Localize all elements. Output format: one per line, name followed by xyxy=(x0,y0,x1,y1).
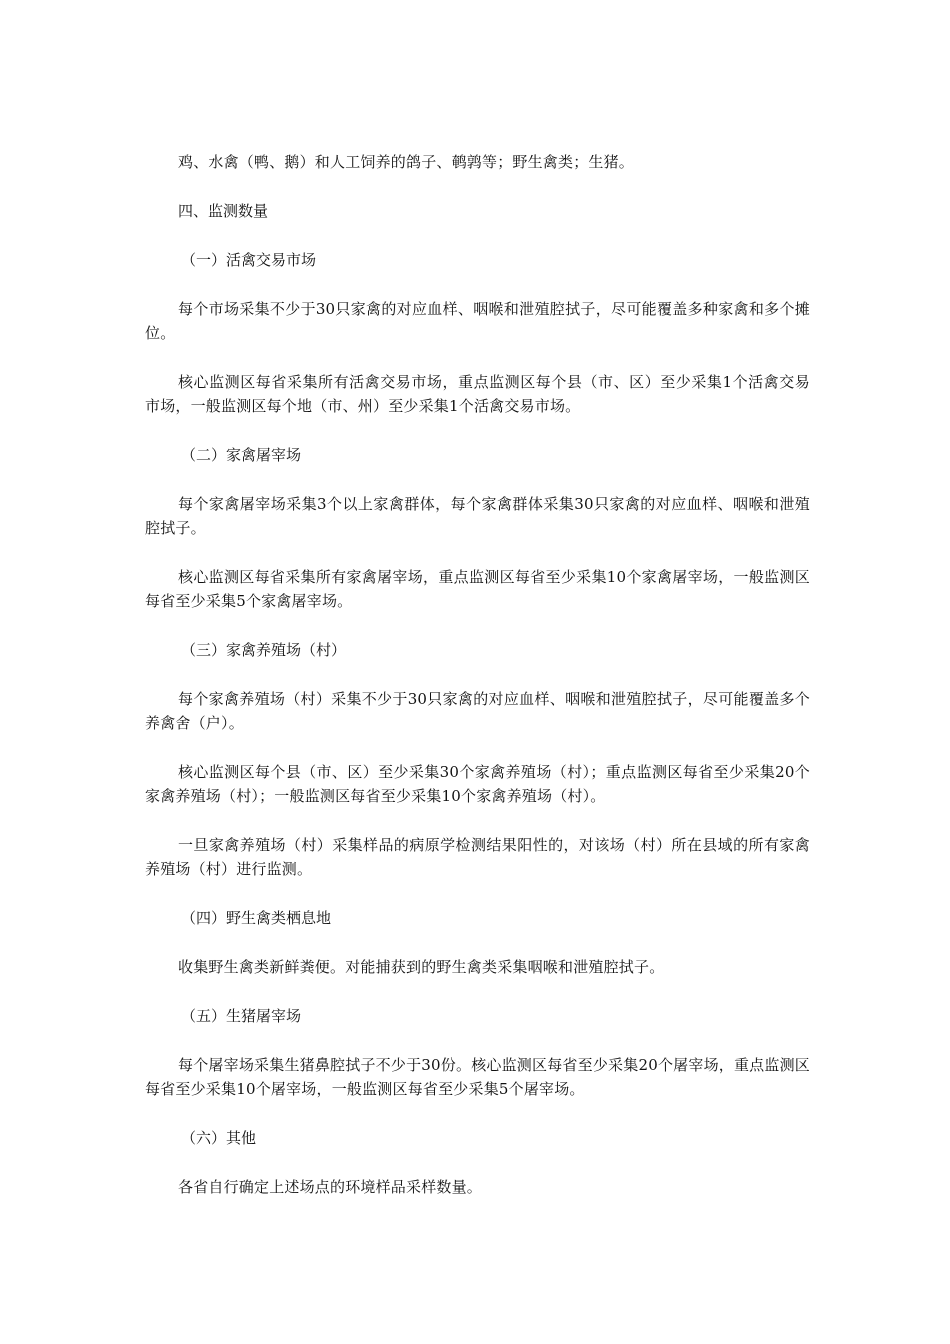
paragraph-pig-sampling: 每个屠宰场采集生猪鼻腔拭子不少于30份。核心监测区每省至少采集20个屠宰场，重点监测区每省至少采集10个屠宰场，一般监测区每省至少采集5个屠宰场。 xyxy=(145,1056,810,1098)
paragraph-slaughterhouse-coverage: 核心监测区每省采集所有家禽屠宰场，重点监测区每省至少采集10个家禽屠宰场，一般监测区每省至少采集5个家禽屠宰场。 xyxy=(145,568,810,610)
subheading-wild-bird-habitat: （四）野生禽类栖息地 xyxy=(181,909,332,927)
paragraph-farm-coverage: 核心监测区每个县（市、区）至少采集30个家禽养殖场（村）；重点监测区每省至少采集20个家禽养殖场（村）；一般监测区每省至少采集10个家禽养殖场（村）。 xyxy=(145,763,810,805)
paragraph-market-coverage: 核心监测区每省采集所有活禽交易市场，重点监测区每个县（市、区）至少采集1个活禽交易市场，一般监测区每个地（市、州）至少采集1个活禽交易市场。 xyxy=(145,373,810,415)
paragraph-species: 鸡、水禽（鸭、鹅）和人工饲养的鸽子、鹌鹑等；野生禽类；生猪。 xyxy=(178,153,635,171)
subheading-poultry-farm: （三）家禽养殖场（村） xyxy=(181,641,347,659)
section-heading-monitoring-quantity: 四、监测数量 xyxy=(178,202,269,220)
document-body xyxy=(145,150,810,1224)
paragraph-wild-bird-sampling: 收集野生禽类新鲜粪便。对能捕获到的野生禽类采集咽喉和泄殖腔拭子。 xyxy=(178,958,665,976)
paragraph-farm-sampling: 每个家禽养殖场（村）采集不少于30只家禽的对应血样、咽喉和泄殖腔拭子，尽可能覆盖多个养禽舍（户）。 xyxy=(145,690,810,732)
subheading-pig-slaughterhouse: （五）生猪屠宰场 xyxy=(181,1007,302,1025)
paragraph-market-sampling: 每个市场采集不少于30只家禽的对应血样、咽喉和泄殖腔拭子，尽可能覆盖多种家禽和多个摊位。 xyxy=(145,300,810,342)
subheading-live-poultry-market: （一）活禽交易市场 xyxy=(181,251,317,269)
paragraph-slaughterhouse-sampling: 每个家禽屠宰场采集3个以上家禽群体，每个家禽群体采集30只家禽的对应血样、咽喉和泄殖腔拭子。 xyxy=(145,495,810,537)
subheading-other: （六）其他 xyxy=(181,1129,257,1147)
paragraph-environment-sampling: 各省自行确定上述场点的环境样品采样数量。 xyxy=(178,1178,483,1196)
subheading-poultry-slaughterhouse: （二）家禽屠宰场 xyxy=(181,446,302,464)
paragraph-farm-positive: 一旦家禽养殖场（村）采集样品的病原学检测结果阳性的，对该场（村）所在县域的所有家禽养殖场（村）进行监测。 xyxy=(145,836,810,878)
